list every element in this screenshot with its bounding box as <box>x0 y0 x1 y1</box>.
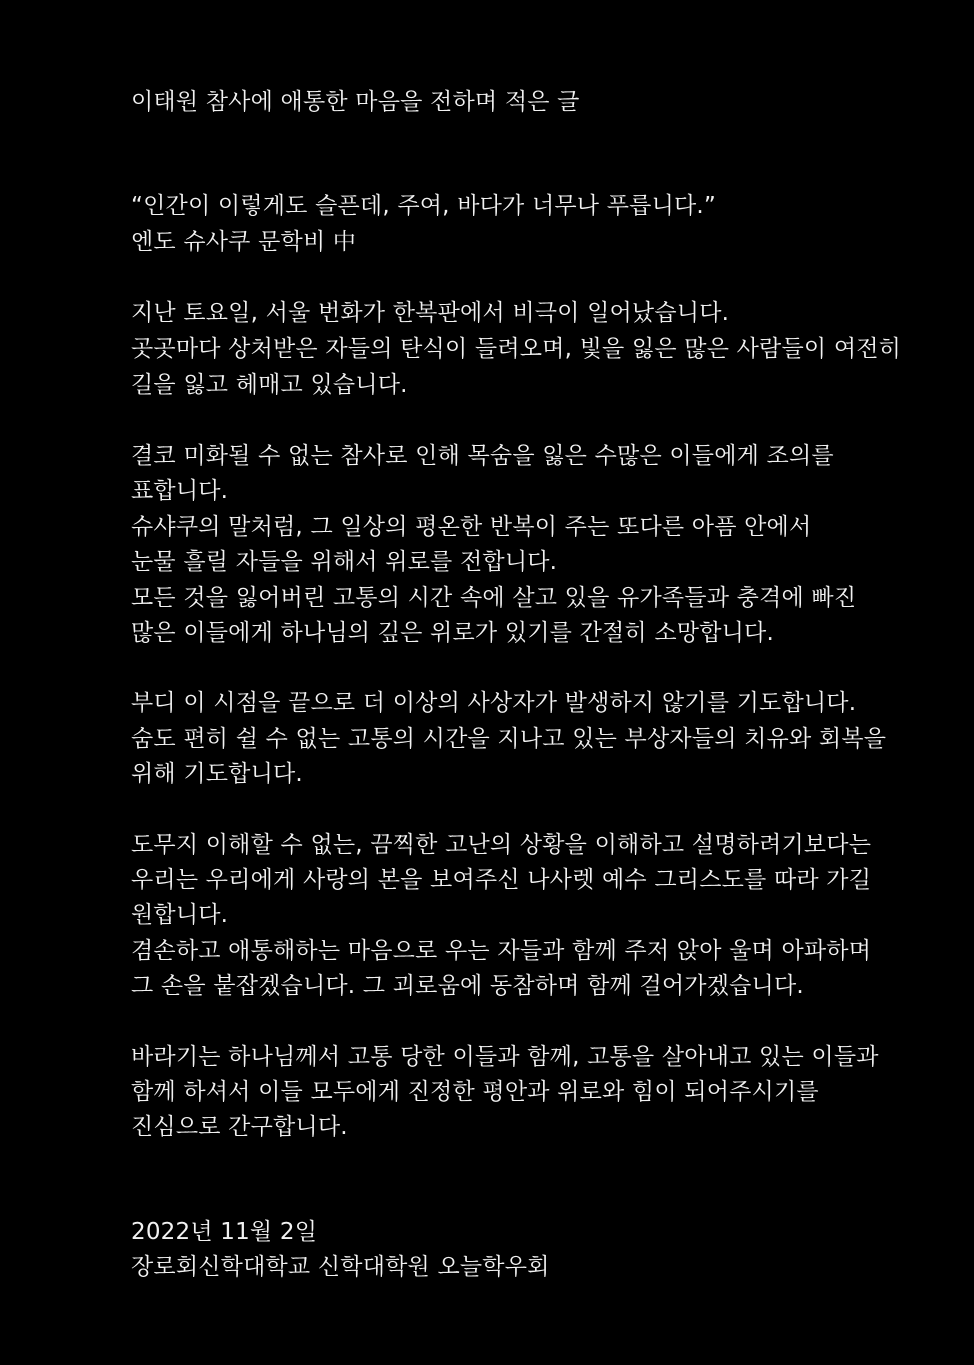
paragraph-2-line-2: 표합니다. <box>131 478 229 504</box>
document-title: 이태원 참사에 애통한 마음을 전하며 적은 글 <box>131 89 580 115</box>
paragraph-4-line-4: 겸손하고 애통해하는 마음으로 우는 자들과 함께 주저 앉아 울며 아파하며 <box>131 938 872 964</box>
paragraph-2-line-1: 결코 미화될 수 없는 참사로 인해 목숨을 잃은 수많은 이들에게 조의를 <box>131 443 834 469</box>
paragraph-2-line-4: 눈물 흘릴 자들을 위해서 위로를 전합니다. <box>131 549 558 575</box>
epigraph-quote: “인간이 이렇게도 슬픈데, 주여, 바다가 너무나 푸릅니다.” <box>131 193 717 219</box>
paragraph-1-line-3: 길을 잃고 헤매고 있습니다. <box>131 372 408 398</box>
paragraph-4-line-5: 그 손을 붙잡겠습니다. 그 괴로움에 동참하며 함께 걸어가겠습니다. <box>131 973 804 999</box>
paragraph-4-line-3: 원합니다. <box>131 902 229 928</box>
paragraph-1-line-2: 곳곳마다 상처받은 자들의 탄식이 들려오며, 빛을 잃은 많은 사람들이 여전히 <box>131 336 902 362</box>
paragraph-2-line-5: 모든 것을 잃어버린 고통의 시간 속에 살고 있을 유가족들과 충격에 빠진 <box>131 585 857 611</box>
paragraph-5-line-3: 진심으로 간구합니다. <box>131 1114 348 1140</box>
paragraph-4-line-2: 우리는 우리에게 사랑의 본을 보여주신 나사렛 예수 그리스도를 따라 가길 <box>131 867 872 893</box>
signature: 장로회신학대학교 신학대학원 오늘학우회 <box>131 1254 550 1280</box>
document-date: 2022년 11월 2일 <box>131 1219 318 1245</box>
paragraph-4-line-1: 도무지 이해할 수 없는, 끔찍한 고난의 상황을 이해하고 설명하려기보다는 <box>131 832 872 858</box>
paragraph-3-line-1: 부디 이 시점을 끝으로 더 이상의 사상자가 발생하지 않기를 기도합니다. <box>131 690 857 716</box>
paragraph-3-line-2: 숨도 편히 쉴 수 없는 고통의 시간을 지나고 있는 부상자들의 치유와 회복을 <box>131 726 887 752</box>
paragraph-2-line-3: 슈샤쿠의 말처럼, 그 일상의 평온한 반복이 주는 또다른 아픔 안에서 <box>131 514 812 540</box>
paragraph-2-line-6: 많은 이들에게 하나님의 깊은 위로가 있기를 간절히 소망합니다. <box>131 620 774 646</box>
paragraph-3-line-3: 위해 기도합니다. <box>131 761 303 787</box>
paragraph-1-line-1: 지난 토요일, 서울 번화가 한복판에서 비극이 일어났습니다. <box>131 300 730 326</box>
paragraph-5-line-2: 함께 하셔서 이들 모두에게 진정한 평안과 위로와 힘이 되어주시기를 <box>131 1079 819 1105</box>
paragraph-5-line-1: 바라기는 하나님께서 고통 당한 이들과 함께, 고통을 살아내고 있는 이들과 <box>131 1044 879 1070</box>
epigraph-source: 엔도 슈사쿠 문학비 中 <box>131 229 357 255</box>
